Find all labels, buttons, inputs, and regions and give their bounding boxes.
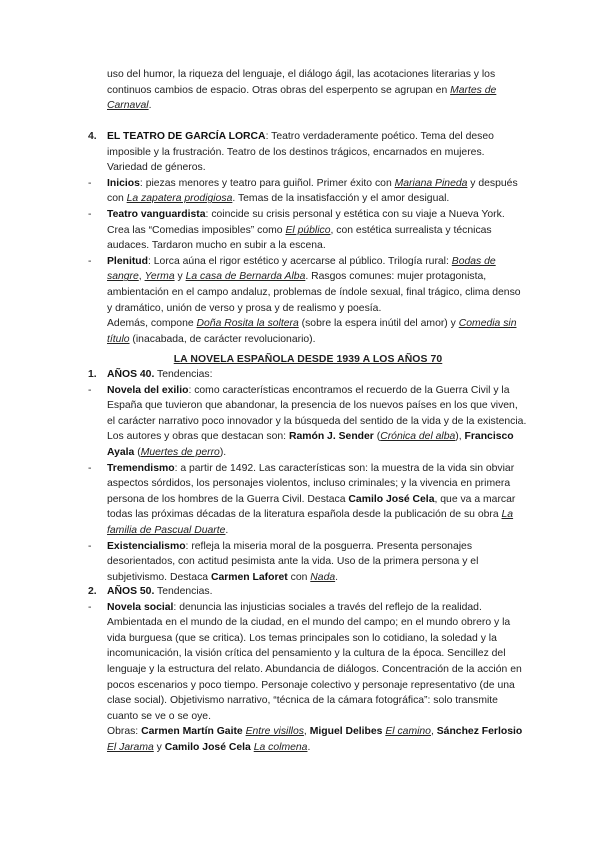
section-number: 2. [88, 586, 97, 597]
bullet-dash: - [88, 208, 92, 220]
work-title: La casa de Bernarda Alba [185, 271, 306, 283]
work-title: Yerma [144, 271, 175, 283]
section-anos-50 [88, 584, 528, 756]
text-run: ( [373, 431, 381, 443]
text-run: , con estética surrealista y técnicas audaces. Tardaron mucho en subir a la escena. [107, 224, 492, 252]
section-number: 1. [88, 369, 97, 380]
item-label: Plenitud [107, 255, 148, 267]
bullet-dash: - [88, 177, 92, 189]
chapter-heading: LA NOVELA ESPAÑOLA DESDE 1939 A LOS AÑOS 70 [173, 354, 443, 365]
list-item-existencialismo [88, 539, 528, 586]
author-name: Sánchez Ferlosio [436, 726, 523, 738]
text-run: , [430, 726, 437, 738]
text-run: : coincide su crisis personal y estética con su viaje a Nueva York. Crea las “Comedias imposibles” como [107, 208, 505, 236]
work-title: Mariana Pineda [394, 177, 468, 189]
work-title: Martes de Carnaval [107, 84, 497, 112]
work-title: La zapatera prodigiosa [126, 193, 233, 205]
plenitud-continuation [88, 316, 528, 347]
text-run: . [307, 741, 311, 753]
work-title: Bodas de sangre [107, 255, 496, 283]
text-run: , que va a marcar todas las próximas décadas de la literatura española desde la publicación de su obra [107, 493, 516, 521]
work-title: Nada [310, 571, 336, 583]
text-run: uso del humor, la riqueza del lenguaje, el diálogo ágil, las acotaciones literarias y los continuos cambios de espacio. Otras obras del esperpento se agrupan en [107, 69, 496, 96]
text-run: , [138, 271, 145, 283]
list-item-novela-social [88, 600, 528, 725]
item-label: Inicios [107, 177, 140, 189]
text-run: Obras: [107, 726, 142, 738]
item-label: Novela del exilio [107, 384, 189, 396]
list-item-plenitud [88, 254, 528, 316]
work-title: La colmena [253, 741, 308, 753]
text-run: Tendencias: [154, 369, 213, 380]
work-title: Comedia sin título [107, 318, 517, 345]
bullet-dash: - [88, 540, 92, 552]
section-number: 4. [88, 131, 97, 142]
text-run: , [303, 726, 310, 738]
work-title: El Jarama [107, 741, 154, 753]
work-title: El camino [385, 726, 431, 738]
text-run: (inacabada, de carácter revolucionario). [129, 333, 316, 345]
paragraph-text [88, 67, 528, 114]
section-heading [88, 367, 528, 383]
author-name: Carmen Martín Gaite [141, 726, 243, 738]
section-lorca [88, 129, 528, 347]
author-name: Miguel Delibes [309, 726, 383, 738]
text-run: . [148, 100, 152, 112]
text-run: y después con [107, 177, 518, 205]
section-heading [88, 584, 528, 600]
text-run: : denuncia las injusticias sociales a través del reflejo de la realidad. Ambientada en el mundo de la ciudad, en el mundo del campo; en el mundo obrero y la vida burguesa (que se critica). Los temas principales son lo cotidiano, la soledad y la incomunicación, la visión crítica del pensamiento y la cultura de la época. Sencillez del lenguaje y la estructura del relato. Abundancia de diálogos. Concentración de la acción en pocos escenarios y poco tiempo. Personaje colectivo y personaje representativo (de una clase social). Objetivismo narrativo, “técnica de la cámara fotográfica”: solo transmite cuanto se ve o se oye. [107, 601, 522, 722]
text-run: : piezas menores y teatro para guiñol. Primer éxito con [139, 177, 395, 189]
author-name: Francisco Ayala [107, 431, 514, 458]
bullet-dash: - [88, 601, 92, 613]
text-run: : como características encontramos el recuerdo de la Guerra Civil y la España que tuvieron que abandonar, la presencia de los nuevos países en los que viven, el carácter narrativo poco innovador y la búsqueda del sentido de la vida y de la existencia. Los autores y obras que destacan son: [107, 384, 527, 443]
continuation-paragraph [88, 67, 528, 114]
text-run: : Teatro verdaderamente poético. Tema del deseo imposible y la frustración. Teatro de los destinos trágicos, encarnados en mujeres. Variedad de géneros. [107, 131, 494, 174]
item-label: Novela social [107, 601, 174, 613]
section-anos-40 [88, 367, 528, 585]
list-item-tremendismo [88, 461, 528, 539]
author-name: Camilo José Cela [348, 493, 435, 505]
text-run: ), [455, 431, 465, 443]
text-run: Además, compone [107, 318, 197, 330]
text-run: . [335, 571, 339, 583]
section-title: AÑOS 40. [107, 369, 155, 380]
text-run: (sobre la espera inútil del amor) y [298, 318, 459, 330]
text-run: ). [219, 446, 227, 458]
list-item-inicios [88, 176, 528, 207]
section-heading [88, 129, 528, 176]
author-name: Carmen Laforet [210, 571, 288, 583]
text-run: . [225, 524, 229, 536]
section-title: EL TEATRO DE GARCÍA LORCA [107, 131, 266, 142]
text-run: Tendencias. [154, 586, 213, 597]
section-title: AÑOS 50. [107, 586, 155, 597]
text-run: . Rasgos comunes: mujer protagonista, ambientación en el campo andaluz, problemas de índole sexual, final trágico, clima denso y dramático, unión de verso y prosa y de realismo y poesía. [107, 271, 521, 314]
obras-line [88, 724, 528, 755]
text-run: y [174, 271, 186, 283]
work-title: Entre visillos [245, 726, 304, 738]
text-run: y [153, 741, 165, 753]
author-name: Camilo José Cela [164, 741, 251, 753]
work-title: Muertes de perro [140, 446, 220, 458]
work-title: El público [285, 224, 331, 236]
text-run: : Lorca aúna el rigor estético y acercarse al público. Trilogía rural: [147, 255, 452, 267]
bullet-dash: - [88, 384, 92, 396]
bullet-dash: - [88, 462, 92, 474]
work-title: Doña Rosita la soltera [196, 318, 299, 330]
text-run: ( [134, 446, 141, 458]
item-label: Teatro vanguardista [107, 208, 206, 220]
item-label: Tremendismo [107, 462, 175, 474]
list-item-exilio [88, 383, 528, 461]
author-name: Ramón J. Sender [288, 431, 374, 443]
text-run: con [287, 571, 311, 583]
text-run: . Temas de la insatisfacción y el amor desigual. [232, 193, 450, 205]
text-run: : a partir de 1492. Las características son: la muestra de la vida sin obviar aspectos sórdidos, los personajes violentos, incluso criminales; y la vivencia en primera persona de los hombres de la Guerra Civil. Destaca [107, 462, 515, 505]
bullet-dash: - [88, 255, 92, 267]
text-run: : refleja la miseria moral de la posguerra. Presenta personajes desorientados, con actitud pesimista ante la vida. Uso de la primera persona y el subjetivismo. Destaca [107, 540, 479, 583]
work-title: Crónica del alba [380, 431, 456, 443]
list-item-vanguardista [88, 207, 528, 254]
work-title: La familia de Pascual Duarte [107, 509, 514, 536]
item-label: Existencialismo [107, 540, 186, 552]
